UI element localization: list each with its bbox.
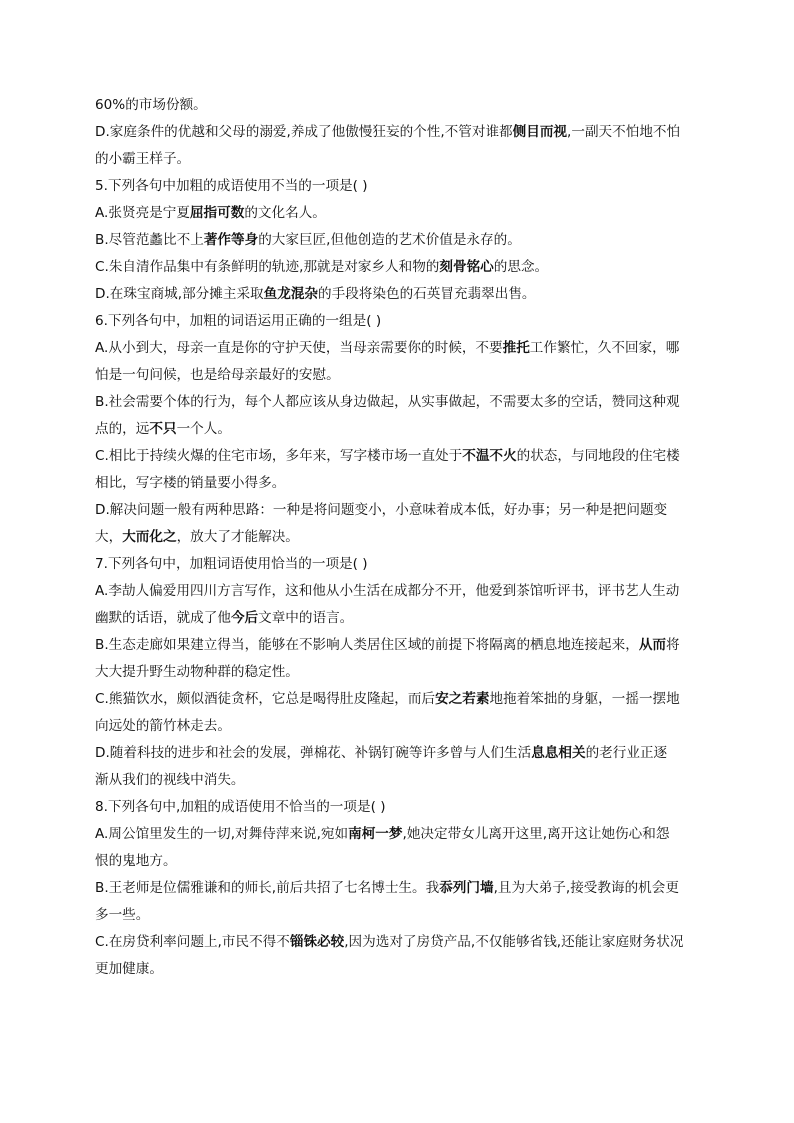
text-run: 渐从我们的视线中消失。 — [95, 772, 245, 788]
text-run: D.随着科技的进步和社会的发展，弹棉花、补锅钉碗等许多曾与人们生活 — [95, 745, 532, 761]
text-line — [95, 605, 705, 632]
text-run: 的小霸王样子。 — [95, 151, 191, 167]
text-run: 5.下列各句中加粗的成语使用不当的一项是( ) — [95, 178, 368, 194]
text-line — [95, 794, 705, 821]
text-run: 大大提升野生动物种群的稳定性。 — [95, 664, 299, 680]
text-run: C.在房贷利率问题上,市民不得不 — [95, 934, 290, 950]
text-line — [95, 146, 705, 173]
text-run: C.熊猫饮水，颇似酒徒贪杯，它总是喝得肚皮隆起，而后 — [95, 691, 436, 707]
text-run: 向远处的箭竹林走去。 — [95, 718, 231, 734]
text-run: 的文化名人。 — [244, 205, 326, 221]
bold-term: 大而化之 — [122, 529, 177, 545]
text-run: 60%的市场份额。 — [95, 97, 207, 113]
text-run: 7.下列各句中，加粗词语使用恰当的一项是( ) — [95, 556, 368, 572]
text-line — [95, 335, 705, 362]
text-line — [95, 227, 705, 254]
text-line — [95, 632, 705, 659]
text-run: 的老行业正逐 — [585, 745, 668, 761]
text-line — [95, 929, 705, 956]
text-line — [95, 524, 705, 551]
bold-term: 不只 — [149, 421, 177, 437]
text-run: A.李劼人偏爱用四川方言写作，这和他从小生活在成都分不开，他爱到茶馆听评书，评书艺人生动 — [95, 583, 680, 599]
bold-term: 南柯一梦 — [348, 826, 403, 842]
text-run: 的思念。 — [493, 259, 549, 275]
text-run: 恨的鬼地方。 — [95, 853, 177, 869]
bold-term: 不温不火 — [462, 448, 517, 464]
text-run: A.从小到大，母亲一直是你的守护天使，当母亲需要你的时候，不要 — [95, 340, 503, 356]
bold-term: 安之若素 — [435, 691, 490, 707]
text-run: ,因为选对了房贷产品,不仅能够省钱,还能让家庭财务状况 — [344, 934, 684, 950]
text-line — [95, 362, 705, 389]
text-run: 6.下列各句中，加粗的词语运用正确的一组是( ) — [95, 313, 382, 329]
bold-term: 刻骨铭心 — [439, 259, 494, 275]
text-run: 工作繁忙，久不回家，哪 — [529, 340, 680, 356]
text-line — [95, 956, 705, 983]
text-line — [95, 902, 705, 929]
text-line — [95, 173, 705, 200]
text-run: 幽默的话语，就成了他 — [95, 610, 231, 626]
text-run: D.家庭条件的优越和父母的溺爱,养成了他傲慢狂妄的个性,不管对谁都 — [95, 124, 513, 140]
text-run: ,且为大弟子,接受教诲的机会更 — [493, 880, 679, 896]
bold-term: 屈指可数 — [189, 205, 245, 221]
text-run: C.相比于持续火爆的住宅市场，多年来，写字楼市场一直处于 — [95, 448, 463, 464]
bold-term: 推托 — [502, 340, 530, 356]
text-line — [95, 659, 705, 686]
text-run: 更加健康。 — [95, 961, 163, 977]
bold-term: 忝列门墙 — [439, 880, 494, 896]
text-run: 的状态，与同地段的住宅楼 — [516, 448, 680, 464]
text-line — [95, 713, 705, 740]
document-body — [95, 92, 705, 983]
text-run: 一个人。 — [176, 421, 231, 437]
text-run: 的手段将染色的石英冒充翡翠出售。 — [318, 286, 536, 302]
text-line — [95, 848, 705, 875]
text-run: D.解决问题一般有两种思路：一种是将问题变小，小意味着成本低，好办事；另一种是把问题变 — [95, 502, 668, 518]
text-run: 怕是一句问候，也是给母亲最好的安慰。 — [95, 367, 340, 383]
text-run: B.尽管范蠡比不上 — [95, 232, 204, 248]
text-line — [95, 821, 705, 848]
bold-term: 著作等身 — [203, 232, 259, 248]
text-run: ,一副天不怕地不怕 — [567, 124, 681, 140]
text-line — [95, 308, 705, 335]
text-run: ,她决定带女儿离开这里,离开这让她伤心和怨 — [402, 826, 670, 842]
text-run: 将 — [666, 637, 680, 653]
text-line — [95, 578, 705, 605]
text-line — [95, 551, 705, 578]
text-line — [95, 875, 705, 902]
text-run: 大， — [95, 529, 123, 545]
text-run: 8.下列各句中,加粗的成语使用不恰当的一项是( ) — [95, 799, 386, 815]
text-line — [95, 281, 705, 308]
text-run: 多一些。 — [95, 907, 150, 923]
text-line — [95, 416, 705, 443]
text-run: B.王老师是位儒雅谦和的师长,前后共招了七名博士生。我 — [95, 880, 440, 896]
text-run: C.朱自清作品集中有条鲜明的轨迹,那就是对家乡人和物的 — [95, 259, 440, 275]
text-line — [95, 497, 705, 524]
text-line — [95, 92, 705, 119]
text-run: A.张贤亮是宁夏 — [95, 205, 190, 221]
text-run: B.生态走廊如果建立得当，能够在不影响人类居住区域的前提下将隔离的栖息地连接起来， — [95, 637, 639, 653]
text-line — [95, 389, 705, 416]
text-line — [95, 200, 705, 227]
bold-term: 侧目而视 — [512, 124, 568, 140]
text-run: D.在珠宝商城,部分摊主采取 — [95, 286, 264, 302]
text-run: ，放大了才能解决。 — [176, 529, 299, 545]
text-line — [95, 740, 705, 767]
bold-term: 锱铢必较 — [289, 934, 345, 950]
bold-term: 从而 — [638, 637, 666, 653]
text-line — [95, 119, 705, 146]
text-run: B.社会需要个体的行为，每个人都应该从身边做起，从实事做起，不需要太多的空话，赞同这种观 — [95, 394, 680, 410]
text-line — [95, 470, 705, 497]
text-run: A.周公馆里发生的一切,对舞侍萍来说,宛如 — [95, 826, 349, 842]
text-line — [95, 254, 705, 281]
bold-term: 今后 — [230, 610, 259, 626]
text-run: 地拖着笨拙的身躯，一摇一摆地 — [489, 691, 680, 707]
text-run: 的大家巨匠,但他创造的艺术价值是永存的。 — [258, 232, 521, 248]
bold-term: 息息相关 — [531, 745, 586, 761]
bold-term: 鱼龙混杂 — [263, 286, 319, 302]
text-run: 相比，写字楼的销量要小得多。 — [95, 475, 286, 491]
text-run: 点的，远 — [95, 421, 150, 437]
text-line — [95, 686, 705, 713]
text-run: 文章中的语言。 — [258, 610, 354, 626]
text-line — [95, 443, 705, 470]
text-line — [95, 767, 705, 794]
